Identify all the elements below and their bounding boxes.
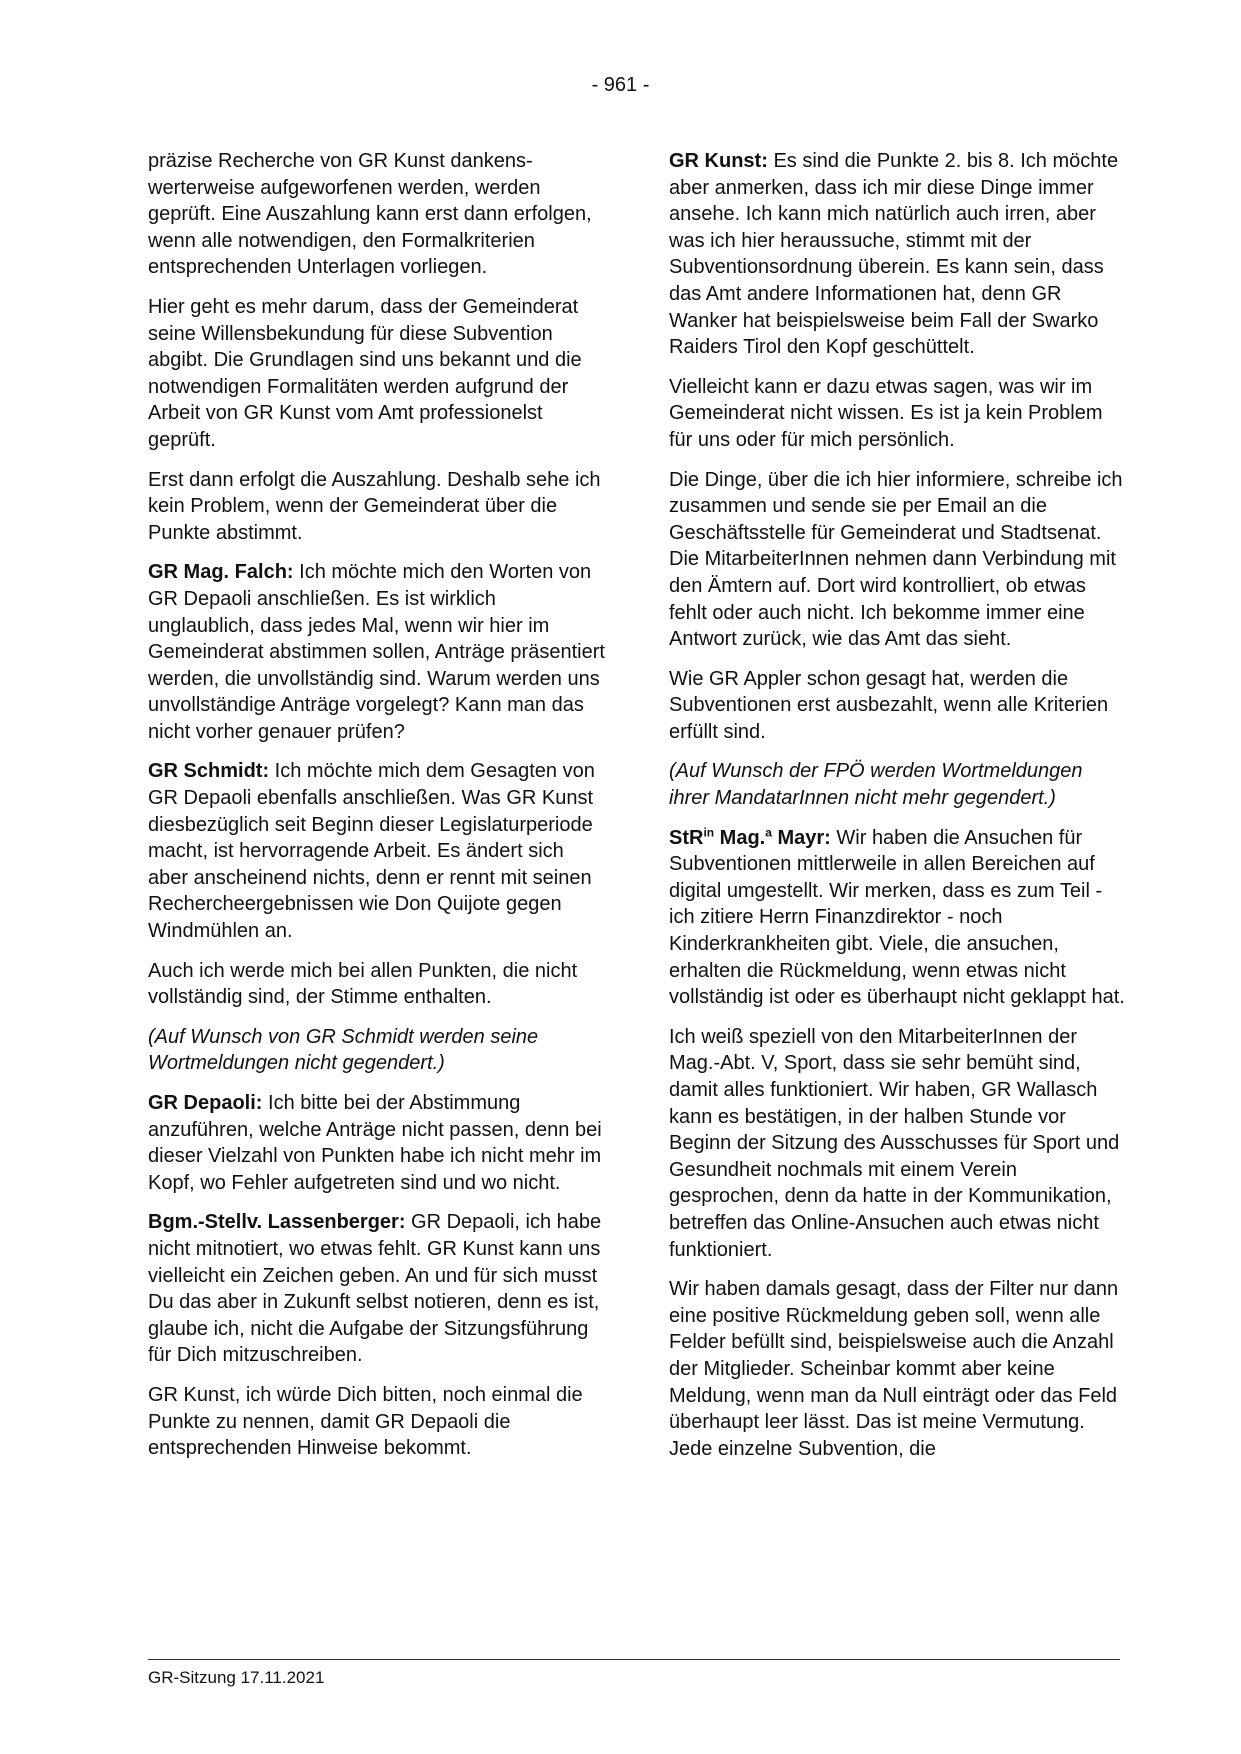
speaker-title: StR	[669, 826, 704, 849]
speech-paragraph	[148, 559, 606, 745]
speech-paragraph	[148, 1209, 606, 1369]
paragraph: präzise Recherche von GR Kunst dankenswerterweise aufgeworfenen werden, werden geprüft. Eine Auszahlung kann erst dann erfolgen, wenn alle notwendigen, den Formalkriterien entsprechenden Unterlagen vorliegen.	[148, 150, 592, 279]
paragraph: Vielleicht kann er dazu etwas sagen, was wir im Gemeinderat nicht wissen. Es ist ja kein Problem für uns oder für mich persönlich.	[669, 375, 1103, 451]
speech-text: Ich möchte mich dem Gesagten von GR Depaoli ebenfalls anschließen. Was GR Kunst diesbezüglich seit Beginn dieser Legislaturperiode macht, ist hervorragende Arbeit. Es ändert sich aber anscheinend nichts, denn er rennt mit seinen Rechercheergebnissen wie Don Quijote gegen Windmühlen an.	[148, 760, 595, 943]
editorial-note: (Auf Wunsch von GR Schmidt werden seine Wortmeldungen nicht gegendert.)	[148, 1025, 539, 1075]
speaker-name	[669, 827, 831, 849]
speaker-name: GR Mag. Falch:	[148, 561, 294, 584]
speaker-name: GR Schmidt:	[148, 760, 270, 783]
paragraph: Ich weiß speziell von den MitarbeiterInnen der Mag.-Abt. V, Sport, dass sie sehr bemüht sind, damit alles funktioniert. Wir haben, GR Wallasch kann es bestätigen, in der halben Stunde vor Beginn der Sitzung des Ausschusses für Sport und Gesundheit nochmals mit einem Verein gesprochen, denn da hatte in der Kommunikation, betreffen das Online-Ansuchen auch etwas nicht funktioniert.	[669, 1025, 1120, 1261]
paragraph: Auch ich werde mich bei allen Punkten, die nicht vollständig sind, der Stimme enthalten.	[148, 959, 578, 1009]
speech-paragraph	[669, 825, 1127, 1011]
speech-paragraph	[148, 758, 606, 944]
speaker-degree-superscript: a	[765, 825, 772, 839]
paragraph: GR Kunst, ich würde Dich bitten, noch einmal die Punkte zu nennen, damit GR Depaoli die entsprechenden Hinweise bekommt.	[148, 1383, 583, 1460]
paragraph: Erst dann erfolgt die Auszahlung. Deshalb sehe ich kein Problem, wenn der Gemeinderat über die Punkte abstimmt.	[148, 468, 601, 544]
speaker-name: GR Depaoli:	[148, 1092, 263, 1114]
speech-paragraph	[669, 148, 1127, 361]
footer-session-label: GR-Sitzung 17.11.2021	[148, 1668, 325, 1687]
speech-text: Ich möchte mich den Worten von GR Depaoli anschließen. Es ist wirklich unglaublich, dass jedes Mal, wenn wir hier im Gemeinderat abstimmen sollen, Anträge präsentiert werden, die unvollständig sind. Warum werden uns unvollständige Anträge vorgelegt? Kann man das nicht vorher genauer prüfen?	[148, 561, 605, 743]
paragraph: Wie GR Appler schon gesagt hat, werden die Subventionen erst ausbezahlt, wenn alle Kriterien erfüllt sind.	[669, 667, 1109, 743]
speaker-surname: Mayr:	[771, 826, 831, 849]
speech-text: GR Depaoli, ich habe nicht mitnotiert, wo etwas fehlt. GR Kunst kann uns vielleicht ein Zeichen geben. An und für sich musst Du das aber in Zukunft selbst notieren, denn es ist, glaube ich, nicht die Aufgabe der Sitzungsführung für Dich mitzuschreiben.	[148, 1211, 602, 1367]
speaker-title-superscript: in	[703, 825, 715, 839]
speech-paragraph	[148, 1090, 606, 1196]
speech-text: Es sind die Punkte 2. bis 8. Ich möchte aber anmerken, dass ich mir diese Dinge immer ansehe. Ich kann mich natürlich auch irren, aber was ich hier heraussuche, stimmt mit der Subventionsordnung überein. Es kann sein, dass das Amt andere Informationen hat, denn GR Wanker hat beispielsweise beim Fall der Swarko Raiders Tirol den Kopf geschüttelt.	[669, 150, 1119, 359]
left-column	[148, 148, 606, 1475]
editorial-note: (Auf Wunsch der FPÖ werden Wortmeldungen ihrer MandatarInnen nicht mehr gegendert.)	[669, 760, 1083, 810]
speaker-name: Bgm.-Stellv. Lassenberger:	[148, 1211, 406, 1234]
footer-divider	[148, 1659, 1120, 1660]
speech-text: Wir haben die Ansuchen für Subventionen mittlerweile in allen Bereichen auf digital umgestellt. Wir merken, dass es zum Teil - ich zitiere Herrn Finanzdirektor - noch Kinderkrankheiten gibt. Viele, die ansuchen, erhalten die Rückmeldung, wenn etwas nicht vollständig ist oder es überhaupt nicht geklappt hat.	[669, 826, 1125, 1009]
right-column	[669, 148, 1127, 1475]
paragraph: Wir haben damals gesagt, dass der Filter nur dann eine positive Rückmeldung geben soll, wenn alle Felder befüllt sind, beispielsweise auch die Anzahl der Mitglieder. Scheinbar kommt aber keine Meldung, wenn man da Null einträgt oder das Feld überhaupt leer lässt. Das ist meine Vermutung. Jede einzelne Subvention, die	[669, 1278, 1119, 1460]
speech-text: Ich bitte bei der Abstimmung anzuführen, welche Anträge nicht passen, denn bei dieser Vielzahl von Punkten habe ich nicht mehr im Kopf, wo Fehler aufgetreten sind und wo nicht.	[148, 1092, 602, 1194]
paragraph: Hier geht es mehr darum, dass der Gemeinderat seine Willensbekundung für diese Subvention abgibt. Die Grundlagen sind uns bekannt und die notwendigen Formalitäten werden aufgrund der Arbeit von GR Kunst vom Amt professionelst geprüft.	[148, 295, 582, 451]
speaker-degree: Mag.	[714, 826, 766, 849]
page-number: - 961 -	[591, 74, 650, 96]
paragraph: Die Dinge, über die ich hier informiere, schreibe ich zusammen und sende sie per Email an die Geschäftsstelle für Gemeinderat und Stadtsenat. Die MitarbeiterInnen nehmen dann Verbindung mit den Ämtern auf. Dort wird kontrolliert, ob etwas fehlt oder auch nicht. Ich bekomme immer eine Antwort zurück, wie das Amt das sieht.	[669, 468, 1123, 651]
speaker-name: GR Kunst:	[669, 150, 768, 172]
